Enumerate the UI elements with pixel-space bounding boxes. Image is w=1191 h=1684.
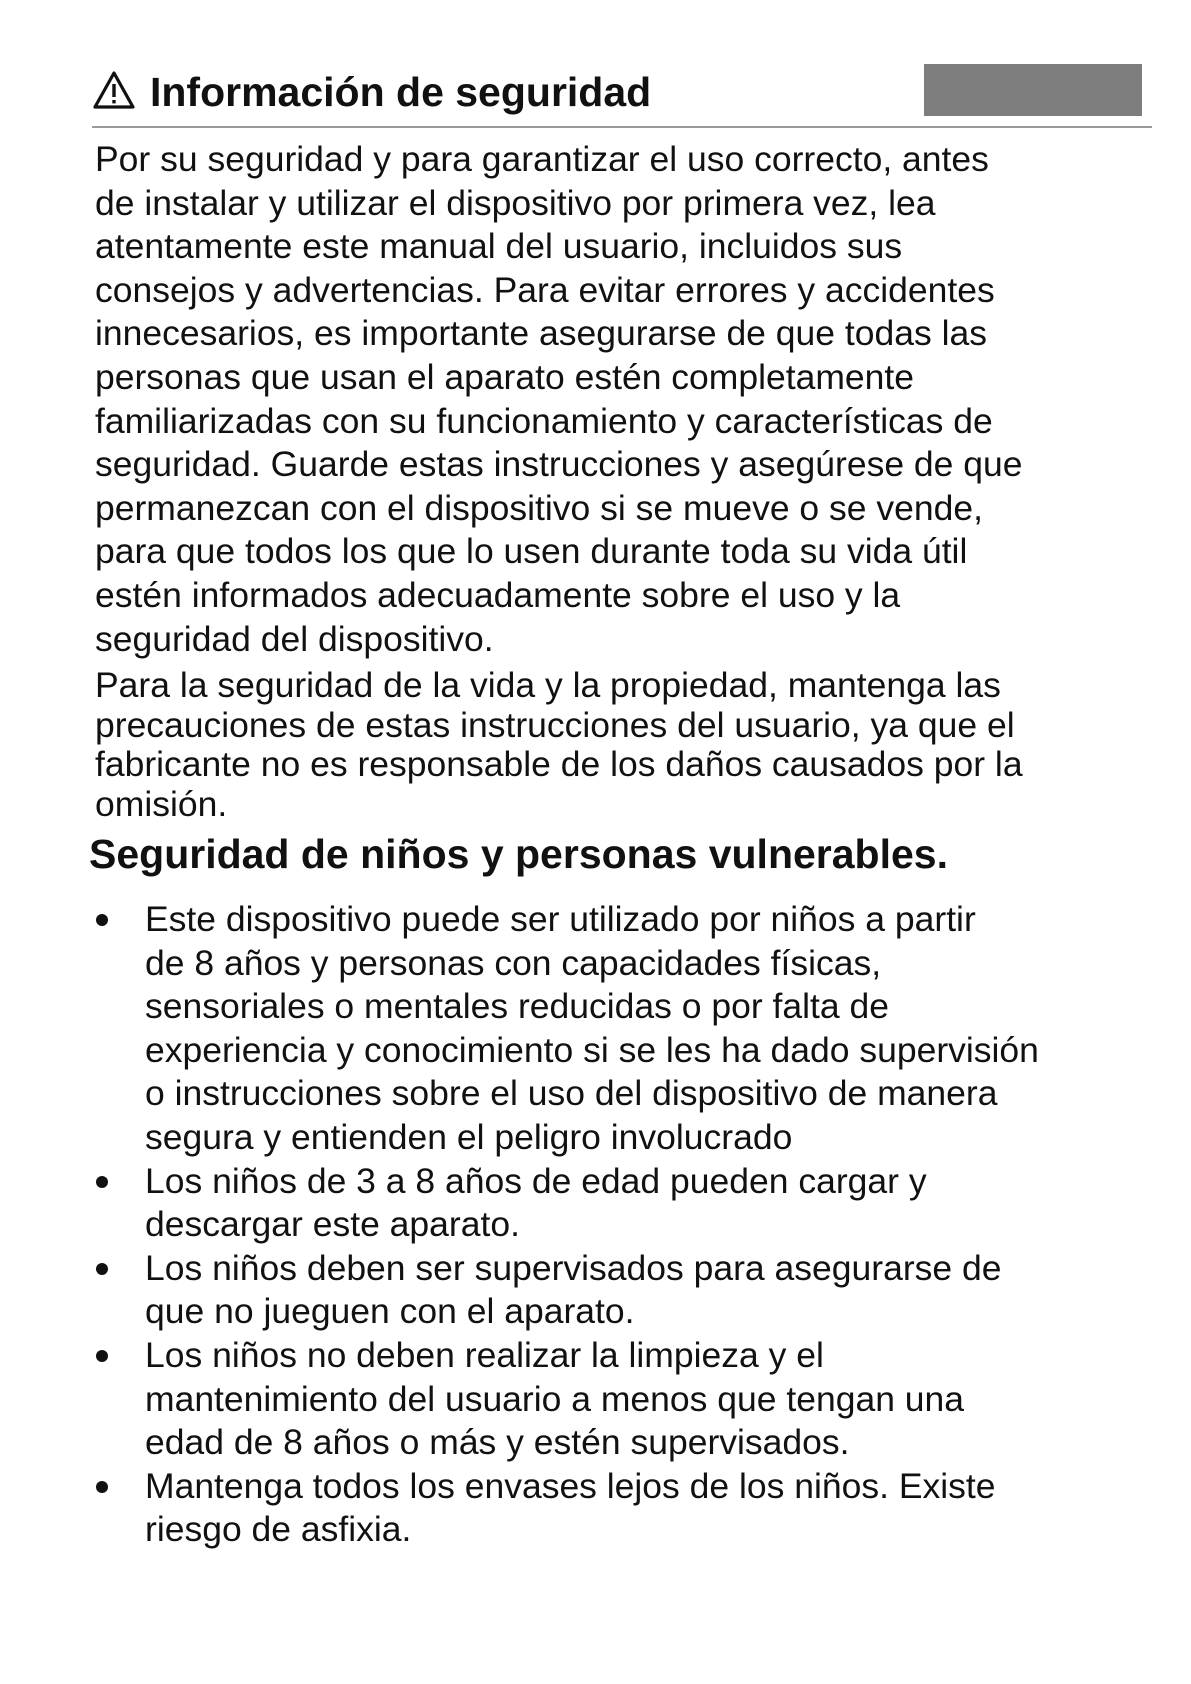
bullet-line: o instrucciones sobre el uso del dispositivo de manera — [145, 1073, 998, 1114]
bullet-line: Este dispositivo puede ser utilizado por niños a partir — [145, 899, 976, 939]
bullet-line: Los niños no deben realizar la limpieza y el — [145, 1334, 824, 1375]
bullet-line: edad de 8 años o más y estén supervisados. — [145, 1422, 850, 1463]
paragraph-line: familiarizadas con su funcionamiento y características de — [95, 400, 993, 441]
paragraph-line: innecesarios, es importante asegurarse de que todas las — [95, 313, 987, 354]
bullet-line: segura y entienden el peligro involucrado — [145, 1116, 793, 1157]
paragraph-line: seguridad. Guarde estas instrucciones y asegúrese de que — [95, 444, 1023, 485]
list-item — [89, 1160, 1149, 1247]
bullet-icon — [96, 1176, 108, 1188]
paragraph-line: de instalar y utilizar el dispositivo por primera vez, lea — [95, 182, 936, 223]
list-item — [89, 1465, 1149, 1552]
bullet-line: mantenimiento del usuario a menos que tengan una — [145, 1378, 965, 1419]
paragraph-line: consejos y advertencias. Para evitar errores y accidentes — [95, 269, 995, 310]
bullet-line: experiencia y conocimiento si se les ha dado supervisión — [145, 1029, 1039, 1070]
paragraph-line: Para la seguridad de la vida y la propiedad, mantenga las — [95, 665, 1001, 705]
bullet-line: que no jueguen con el aparato. — [145, 1291, 635, 1332]
section-heading: Seguridad de niños y personas vulnerables. — [89, 831, 948, 877]
paragraph-line: permanezcan con el dispositivo si se mueve o se vende, — [95, 487, 983, 528]
safety-bullet-list — [89, 898, 1149, 1552]
bullet-line: Los niños de 3 a 8 años de edad pueden cargar y — [145, 1160, 927, 1201]
paragraph-line: omisión. — [95, 783, 228, 824]
liability-paragraph — [95, 666, 1135, 824]
bullet-icon — [96, 1481, 108, 1493]
list-item — [89, 1247, 1149, 1334]
paragraph-line: estén informados adecuadamente sobre el uso y la — [95, 574, 901, 615]
paragraph-line: atentamente este manual del usuario, incluidos sus — [95, 226, 903, 267]
paragraph-line: seguridad del dispositivo. — [95, 618, 494, 659]
paragraph-line: fabricante no es responsable de los daños causados por la — [95, 744, 1023, 784]
bullet-line: riesgo de asfixia. — [145, 1509, 412, 1550]
bullet-icon — [96, 1263, 108, 1275]
page-title: Información de seguridad — [150, 69, 652, 115]
paragraph-line: Por su seguridad y para garantizar el uso correcto, antes — [95, 139, 989, 179]
paragraph-line: personas que usan el aparato estén completamente — [95, 356, 915, 397]
bullet-line: sensoriales o mentales reducidas o por falta de — [145, 986, 889, 1027]
intro-paragraph — [95, 138, 1135, 661]
warning-triangle-icon — [92, 70, 136, 110]
bullet-line: descargar este aparato. — [145, 1204, 520, 1245]
list-item — [89, 898, 1149, 1160]
bullet-line: de 8 años y personas con capacidades físicas, — [145, 942, 882, 983]
bullet-line: Los niños deben ser supervisados para asegurarse de — [145, 1247, 1002, 1288]
header-tab-block — [924, 64, 1142, 116]
bullet-icon — [96, 914, 108, 926]
paragraph-line: para que todos los que lo usen durante toda su vida útil — [95, 531, 968, 572]
list-item — [89, 1334, 1149, 1465]
paragraph-line: precauciones de estas instrucciones del usuario, ya que el — [95, 704, 1015, 745]
header-divider — [92, 126, 1152, 128]
bullet-icon — [96, 1350, 108, 1362]
bullet-line: Mantenga todos los envases lejos de los niños. Existe — [145, 1465, 996, 1506]
